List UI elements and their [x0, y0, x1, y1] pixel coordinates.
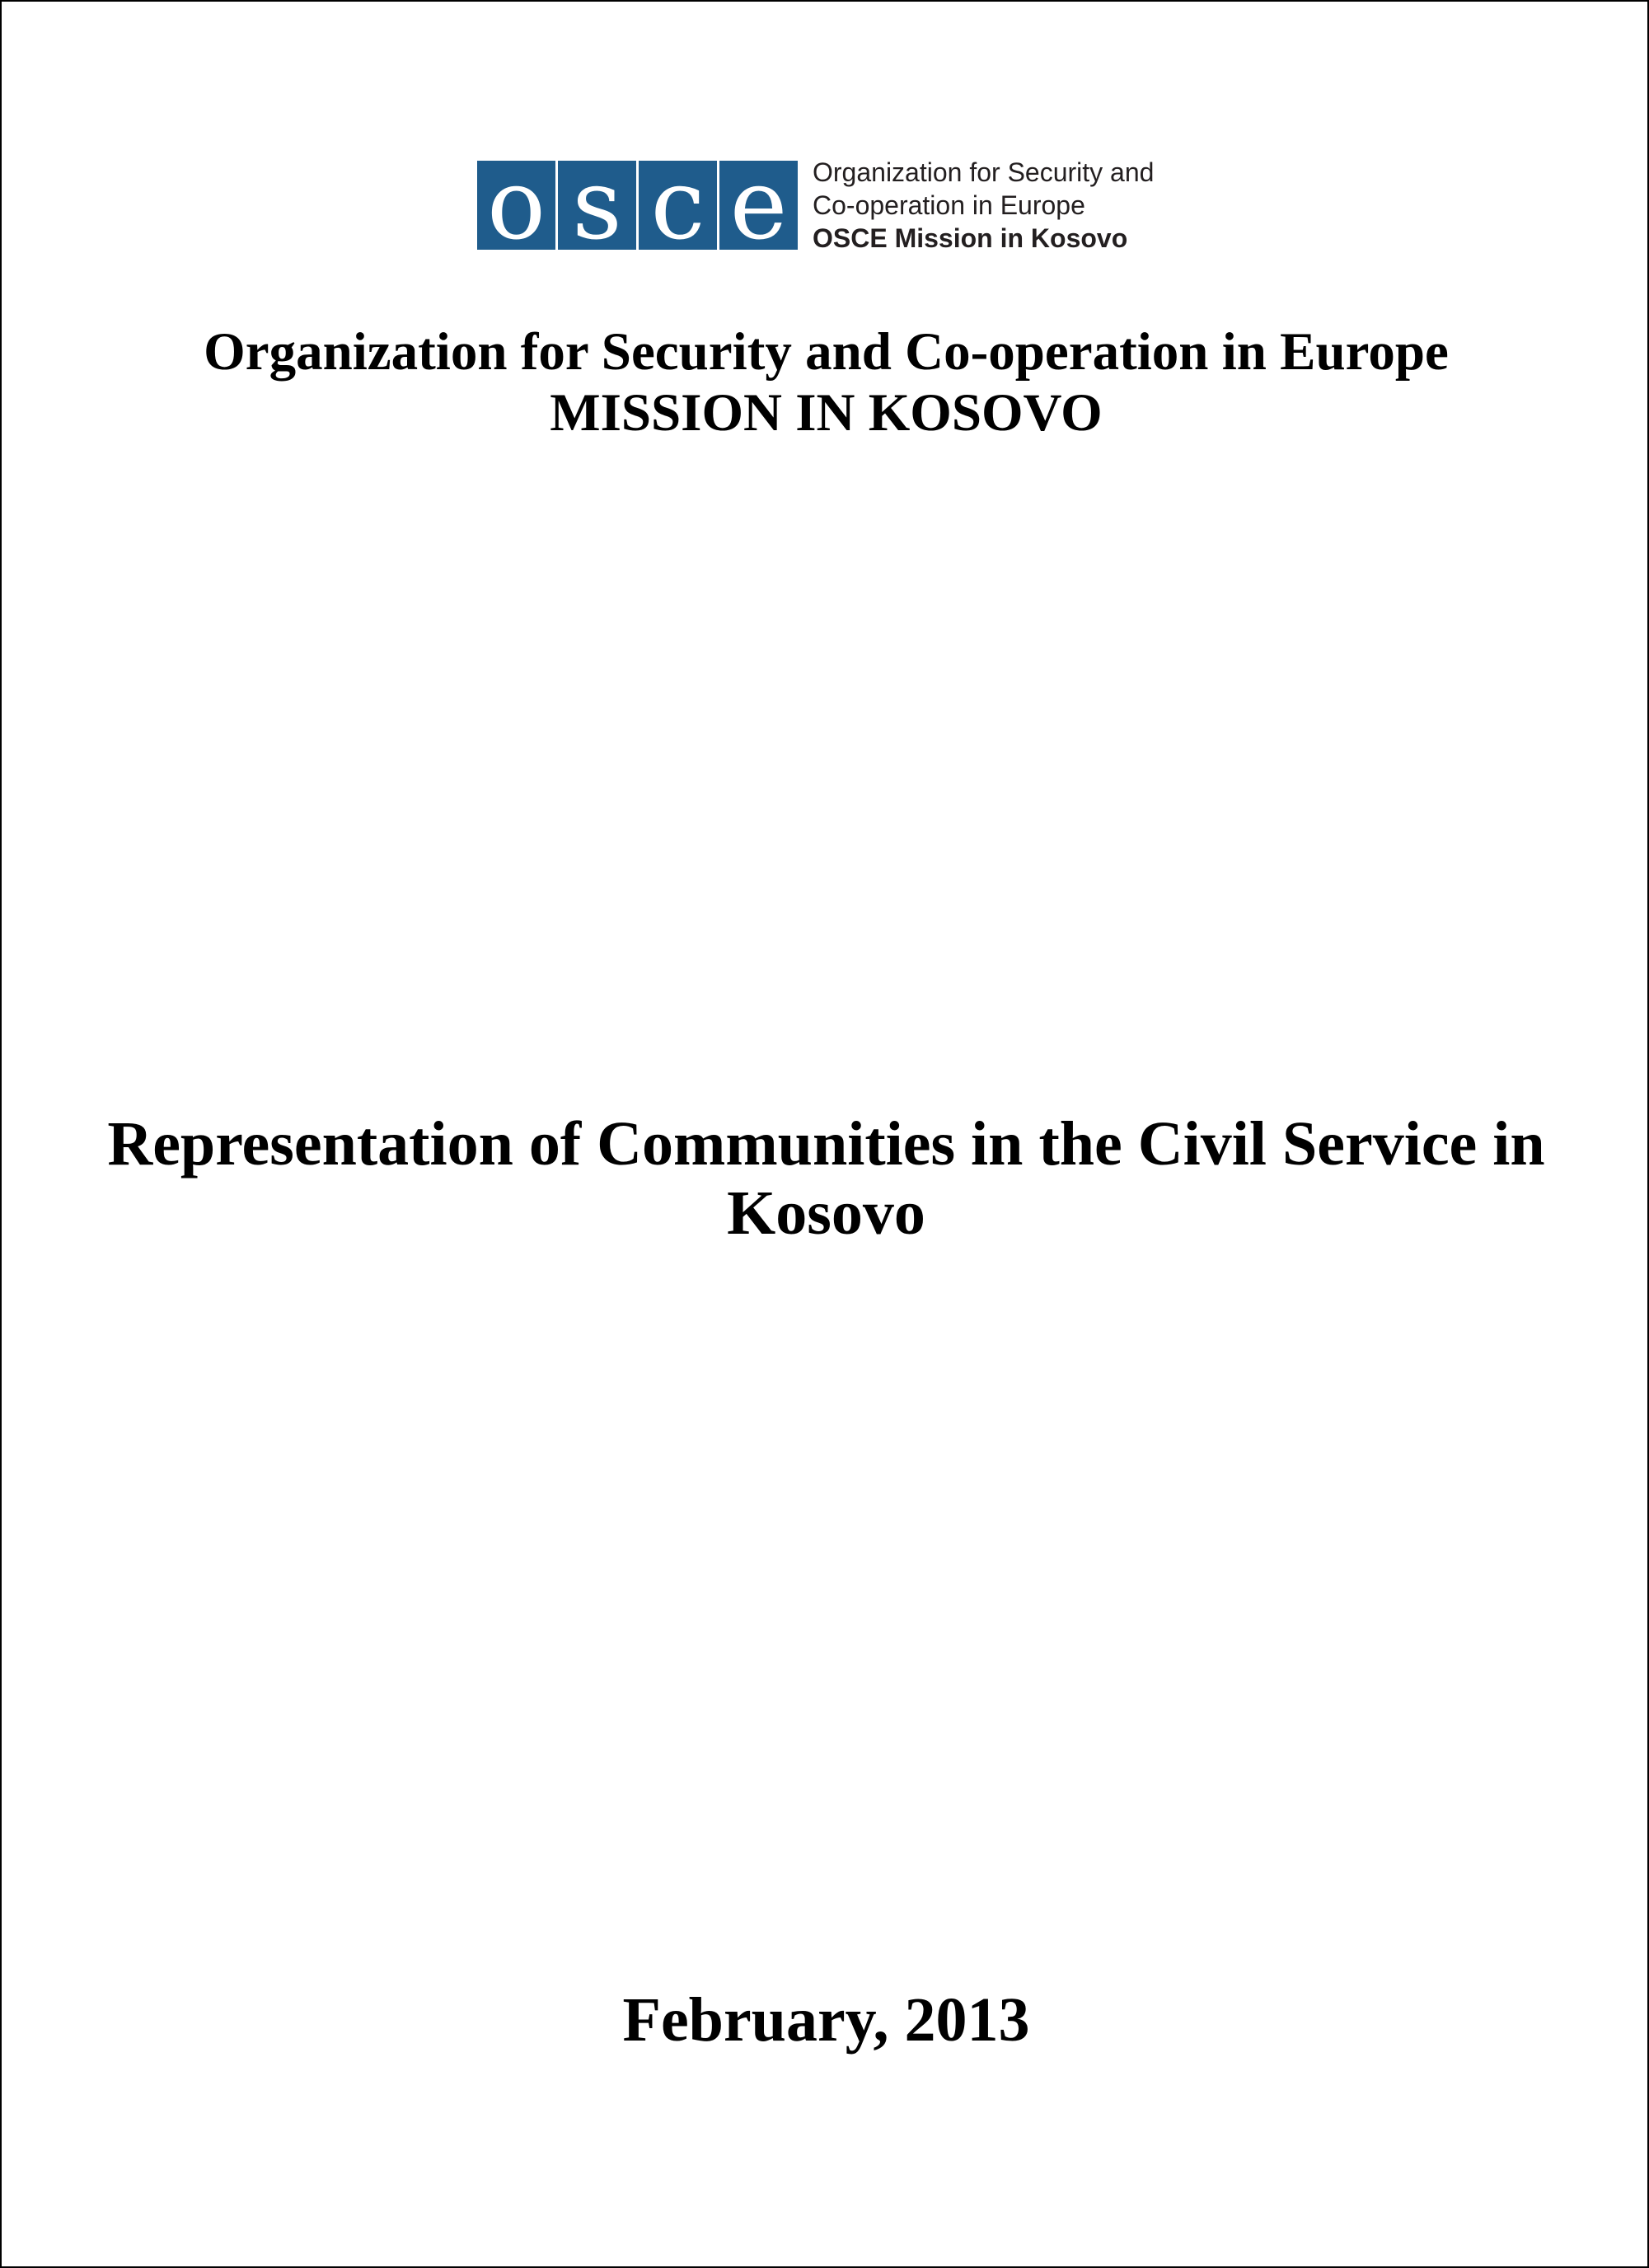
logo-text-line1: Organization for Security and: [813, 157, 1155, 187]
publication-date: February, 2013: [622, 1985, 1030, 2055]
osce-logo: [477, 157, 1155, 253]
logo-wordmark: [813, 156, 1154, 255]
logo-text-line3: OSCE Mission in Kosovo: [813, 223, 1128, 253]
logo-text-line2: Co-operation in Europe: [813, 190, 1085, 220]
logo-tile-o: o: [477, 161, 555, 250]
report-title: [84, 1109, 1568, 1248]
organization-heading: [2, 321, 1649, 443]
logo-tiles: [477, 161, 798, 250]
report-title-line2: Kosovo: [727, 1179, 925, 1248]
logo-tile-e: e: [719, 161, 798, 250]
logo-tile-s: s: [558, 161, 636, 250]
organization-name: Organization for Security and Co-operation in Europe: [204, 322, 1449, 382]
report-title-line1: Representation of Communities in the Civil Service in: [107, 1109, 1545, 1179]
mission-name: MISSION IN KOSOVO: [550, 383, 1103, 443]
logo-tile-c: c: [639, 161, 717, 250]
